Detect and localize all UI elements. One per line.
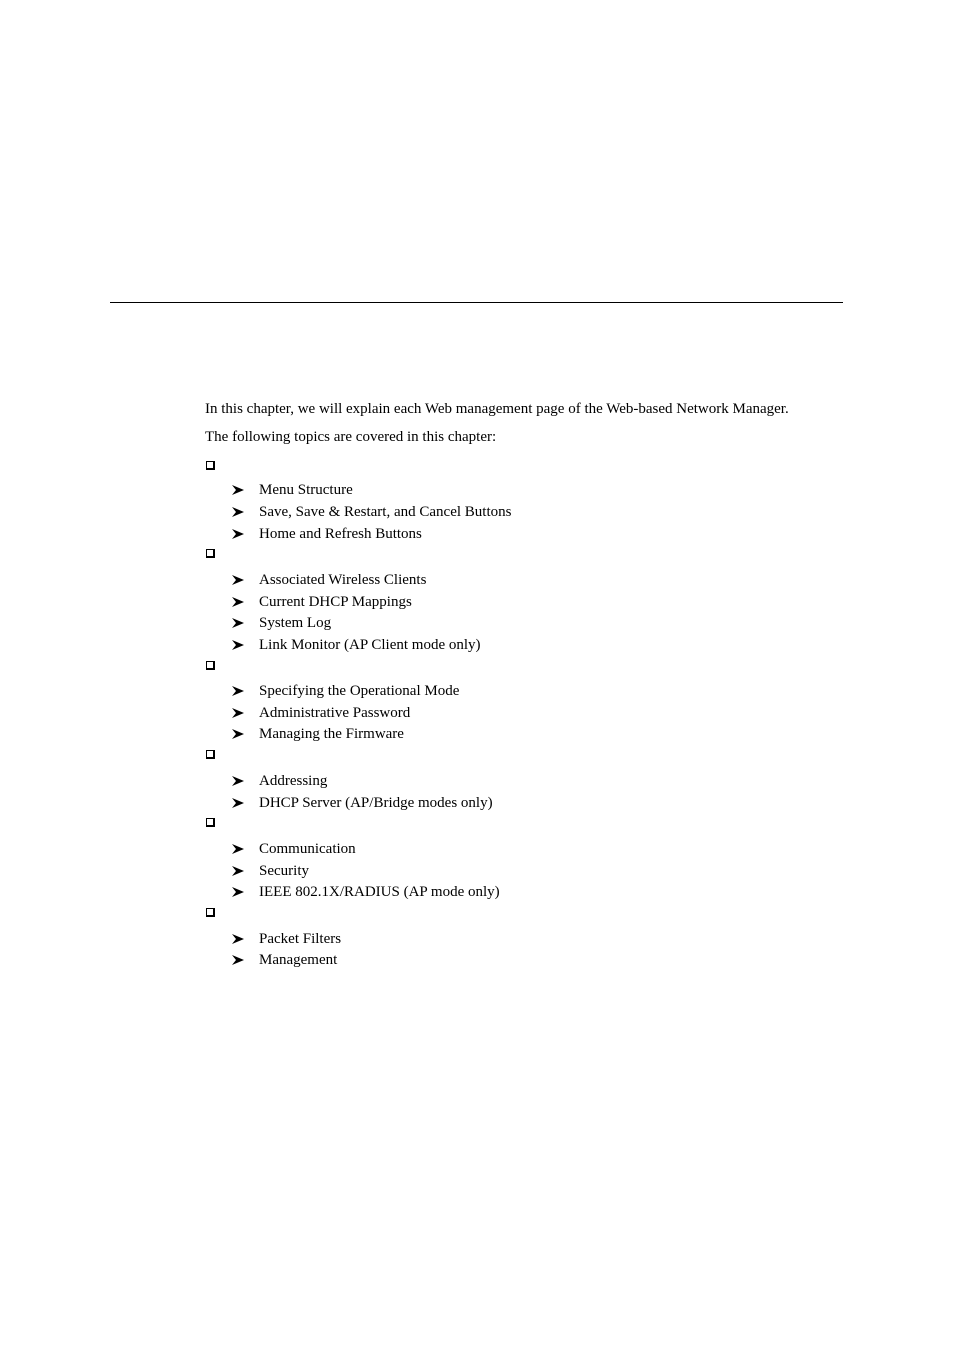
list-item-label: Packet Filters <box>259 931 342 947</box>
checkbox-bullet-icon <box>206 661 215 670</box>
list-item-label: Specifying the Operational Mode <box>259 683 460 699</box>
arrowhead-bullet-icon <box>232 614 246 632</box>
arrowhead-bullet-icon <box>232 772 246 790</box>
horizontal-rule <box>110 302 843 303</box>
checkbox-bullet-icon <box>206 461 215 470</box>
arrowhead-bullet-icon <box>232 503 246 521</box>
list-item-label: Security <box>259 863 309 879</box>
arrowhead-bullet-icon <box>232 951 246 969</box>
list-item-label: Management <box>259 952 338 968</box>
list-item-label: Home and Refresh Buttons <box>259 526 422 542</box>
arrowhead-bullet-icon <box>232 930 246 948</box>
list-item-label: Addressing <box>259 773 328 789</box>
arrowhead-bullet-icon <box>232 840 246 858</box>
list-item-label: Managing the Firmware <box>259 726 404 742</box>
arrowhead-bullet-icon <box>232 682 246 700</box>
checkbox-bullet-icon <box>206 549 215 558</box>
list-item-label: DHCP Server (AP/Bridge modes only) <box>259 795 493 811</box>
arrowhead-bullet-icon <box>232 571 246 589</box>
list-item-label: Menu Structure <box>259 482 353 498</box>
list-item-label: System Log <box>259 615 332 631</box>
arrowhead-bullet-icon <box>232 525 246 543</box>
intro-paragraph-line-1: In this chapter, we will explain each Web management page of the Web-based Network Manager. <box>205 401 789 417</box>
arrowhead-bullet-icon <box>232 636 246 654</box>
list-item-label: Link Monitor (AP Client mode only) <box>259 637 481 653</box>
arrowhead-bullet-icon <box>232 883 246 901</box>
checkbox-bullet-icon <box>206 818 215 827</box>
list-item-label: Administrative Password <box>259 705 411 721</box>
list-item-label: Save, Save & Restart, and Cancel Buttons <box>259 504 512 520</box>
list-item-label: Associated Wireless Clients <box>259 572 427 588</box>
checkbox-bullet-icon <box>206 750 215 759</box>
list-item-label: IEEE 802.1X/RADIUS (AP mode only) <box>259 884 500 900</box>
arrowhead-bullet-icon <box>232 794 246 812</box>
arrowhead-bullet-icon <box>232 862 246 880</box>
arrowhead-bullet-icon <box>232 725 246 743</box>
intro-paragraph-line-2: The following topics are covered in this chapter: <box>205 429 497 445</box>
checkbox-bullet-icon <box>206 908 215 917</box>
arrowhead-bullet-icon <box>232 593 246 611</box>
arrowhead-bullet-icon <box>232 704 246 722</box>
list-item-label: Current DHCP Mappings <box>259 594 412 610</box>
arrowhead-bullet-icon <box>232 481 246 499</box>
list-item-label: Communication <box>259 841 356 857</box>
